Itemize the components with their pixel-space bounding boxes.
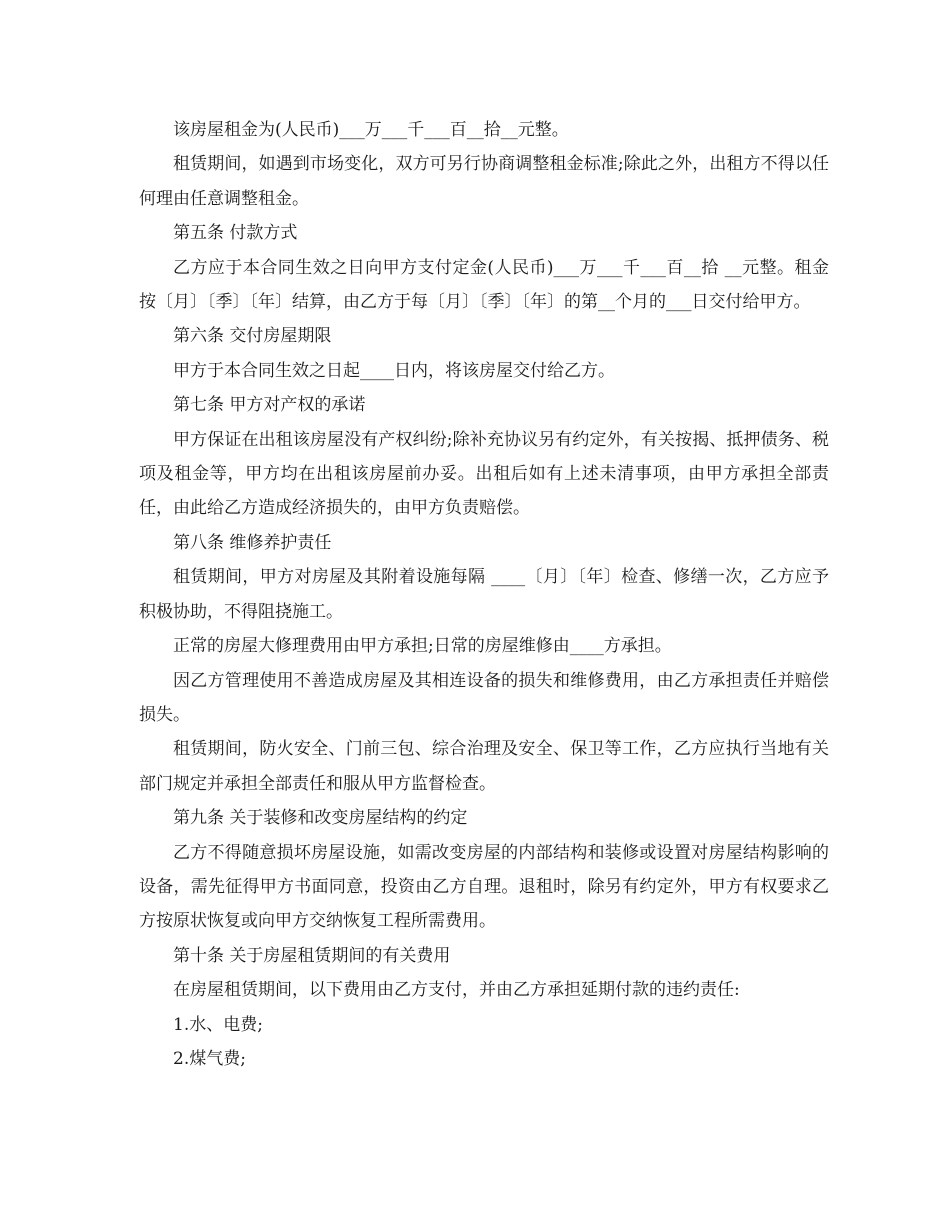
damage-liability-paragraph: 因乙方管理使用不善造成房屋及其相连设备的损失和维修费用，由乙方承担责任并赔偿损失。 bbox=[139, 670, 829, 725]
article-10-heading: 第十条 关于房屋租赁期间的有关费用 bbox=[173, 945, 451, 966]
inspection-paragraph: 租赁期间，甲方对房屋及其附着设施每隔 ____〔月〕〔年〕检查、修缮一次，乙方应予积极协助，不得阻挠施工。 bbox=[139, 567, 829, 622]
article-9-heading: 第九条 关于装修和改变房屋结构的约定 bbox=[173, 808, 468, 829]
rent-adjustment-paragraph: 租赁期间，如遇到市场变化，双方可另行协商调整租金标准;除此之外，出租方不得以任何理由任意调整租金。 bbox=[139, 154, 829, 209]
article-7-heading: 第七条 甲方对产权的承诺 bbox=[173, 395, 366, 416]
article-6-heading: 第六条 交付房屋期限 bbox=[173, 326, 332, 347]
expenses-intro-paragraph: 在房屋租赁期间，以下费用由乙方支付，并由乙方承担延期付款的违约责任: bbox=[173, 980, 740, 1001]
expense-item-utilities: 1.水、电费; bbox=[173, 1014, 263, 1035]
renovation-paragraph: 乙方不得随意损坏房屋设施，如需改变房屋的内部结构和装修或设置对房屋结构影响的设备，需先征得甲方书面同意，投资由乙方自理。退租时，除另有约定外，甲方有权要求乙方按原状恢复或向甲方交纳恢复工程所需费用。 bbox=[139, 842, 829, 932]
document-body bbox=[139, 113, 829, 1076]
article-5-heading: 第五条 付款方式 bbox=[173, 223, 298, 244]
repair-cost-paragraph: 正常的房屋大修理费用由甲方承担;日常的房屋维修由____方承担。 bbox=[173, 636, 672, 657]
article-8-heading: 第八条 维修养护责任 bbox=[173, 532, 332, 553]
payment-method-paragraph: 乙方应于本合同生效之日向甲方支付定金(人民币)___万___千___百__拾 __元整。租金按〔月〕〔季〕〔年〕结算，由乙方于每〔月〕〔季〕〔年〕的第__个月的___日交付给甲方。 bbox=[139, 257, 829, 313]
expense-item-gas: 2.煤气费; bbox=[173, 1048, 246, 1069]
safety-duty-paragraph: 租赁期间，防火安全、门前三包、综合治理及安全、保卫等工作，乙方应执行当地有关部门规定并承担全部责任和服从甲方监督检查。 bbox=[139, 739, 829, 794]
property-rights-paragraph: 甲方保证在出租该房屋没有产权纠纷;除补充协议另有约定外，有关按揭、抵押债务、税项及租金等，甲方均在出租该房屋前办妥。出租后如有上述未清事项，由甲方承担全部责任，由此给乙方造成经济损失的，由甲方负责赔偿。 bbox=[139, 429, 829, 519]
rent-amount-paragraph: 该房屋租金为(人民币)___万___千___百__拾__元整。 bbox=[173, 120, 569, 140]
handover-deadline-paragraph: 甲方于本合同生效之日起____日内，将该房屋交付给乙方。 bbox=[173, 360, 615, 381]
